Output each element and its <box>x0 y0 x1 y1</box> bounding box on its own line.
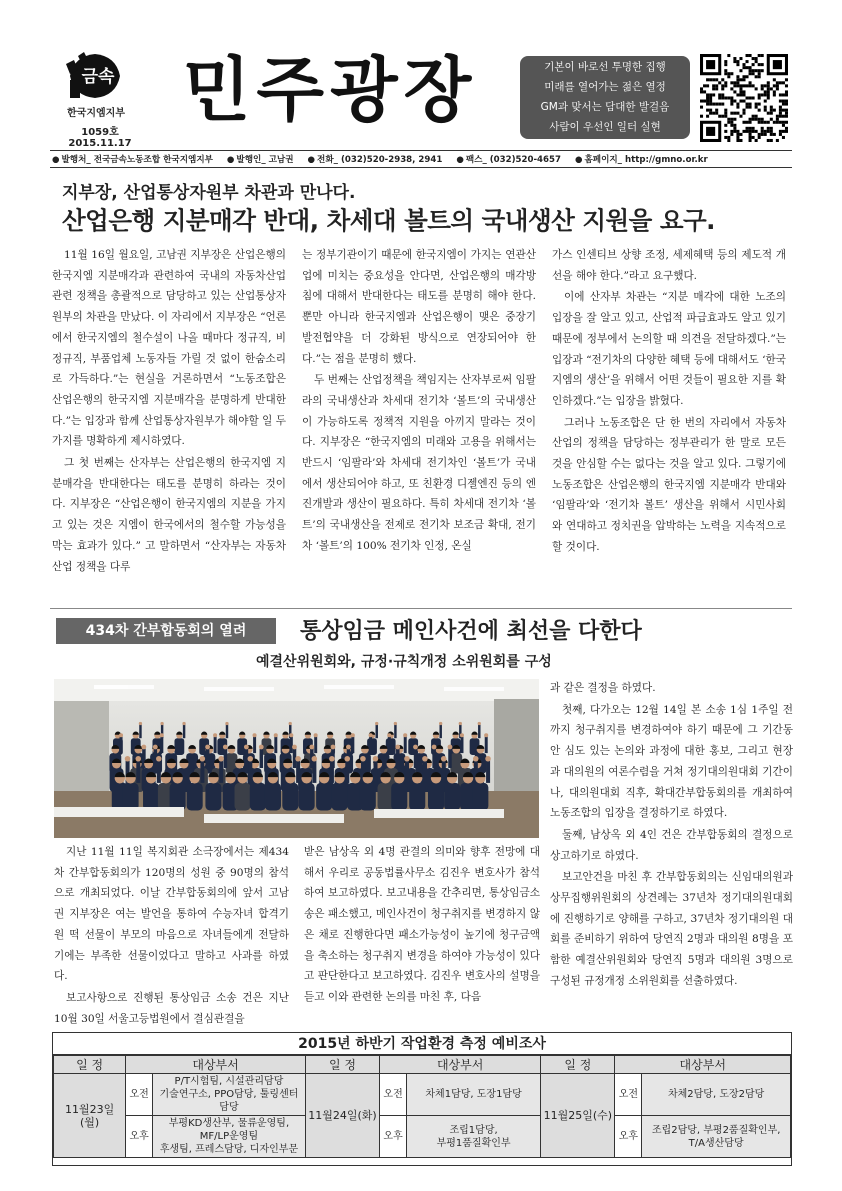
paragraph: 보고사항으로 진행된 통상임금 소송 건은 지난 10월 30일 서울고등법원에서 결심관결을 <box>54 991 289 1025</box>
article2-right-column <box>550 678 793 1034</box>
paragraph: 둘째, 남상옥 외 4인 건은 간부합동회의 결정으로 상고하기로 하였다. <box>550 828 793 862</box>
column-header: 대상부서 <box>126 1056 306 1074</box>
paragraph: 이에 산자부 차관는 “지분 매각에 대한 노조의 입장을 잘 알고 있고, 산업적 파급효과도 알고 있기 때문에 정부에서 논의할 때 의견을 전달하겠다.”는 입장과 “전기차의 다양한 혜택 등에 대해서도 ‘한국지엠의 생산’을 위해서 어떤 것들이 필요한 지를 확인하겠다.”는 입장을 밝혔다. <box>552 291 786 407</box>
homepage-info[interactable]: ● 홈페이지_ http://gmno.or.kr <box>575 153 708 165</box>
table-header-row <box>54 1056 791 1074</box>
logo-text: 금속 <box>81 67 115 87</box>
article2-left-columns <box>54 842 540 1032</box>
article1-column-3 <box>552 245 786 601</box>
article1-headline: 산업은행 지분매각 반대, 차세대 볼트의 국내생산 지원을 요구. <box>62 206 715 235</box>
column-header: 일 정 <box>54 1056 126 1074</box>
newspaper-title: 민주광장 <box>182 48 478 131</box>
time-cell: 오후 <box>380 1116 407 1158</box>
department-cell: 조립1담당, 부평1품질확인부 <box>406 1116 540 1158</box>
survey-title: 2015년 하반기 작업환경 측정 예비조사 <box>53 1033 791 1055</box>
paragraph: 는 정부기관이기 때문에 한국지엠이 가지는 연관산업에 미치는 중요성을 안다면, 산업은행의 매각방침에 대해서 반대한다는 태도를 분명히 해야 한다. 뿐만 아니라 한국지엠과 산업은행이 맺은 중장기 발전협약을 더 강화된 방식으로 연장되어야 한다.”는 점을 분명히 했다. <box>302 249 536 365</box>
column-header: 일 정 <box>541 1056 615 1074</box>
paragraph: 두 번째는 산업정책을 책임지는 산자부로써 임팔라의 국내생산과 차세대 전기차 ‘볼트’의 국내생산이 가능하도록 정책적 지원을 아끼지 말라는 것이다. 지부장은 “한국지엠의 미래와 고용을 위해서는 반드시 ‘임팔라’와 차세대 전기차인 ‘볼트’가 국내에서 생산되어야 하고, 또 친환경 디젤엔진 등의 엔진개발과 생산이 필요하다. 특히 차세대 전기차 ‘볼트’의 국내생산을 전제로 전기차 보조금 확대, 전기차 ‘볼트’의 100% 전기차 인정, 온실 <box>302 374 536 552</box>
article1-column-1 <box>52 245 286 601</box>
date-cell: 11월24일(화) <box>305 1074 379 1158</box>
paragraph: 보고안건을 마친 후 간부합동회의는 신임대의원과 상무집행위원회의 상견례는 37년차 정기대의원대회에 진행하기로 양해를 구하고, 37년차 정기대의원 대회를 준비하기 위하여 당연직 2명과 대의원 8명을 포함한 예결산위원회와 당연직 5명과 대의원 3명으로 구성된 규정개정 소위원회를 선출하였다. <box>550 871 793 987</box>
motto-line: 사람이 우선인 일터 실현 <box>549 121 661 133</box>
column-header: 대상부서 <box>615 1056 791 1074</box>
column-header: 일 정 <box>305 1056 379 1074</box>
paragraph: 그 첫 번째는 산자부는 산업은행의 한국지엠 지분매각을 반대한다는 태도를 분명히 하라는 것이다. 지부장은 “산업은행이 한국지엠의 지분을 가지고 있는 것은 지엠이 한국에서의 철수할 가능성을 막는 효과가 있다.” 고 말하면서 “산자부는 자동차산업 정책을 다루 <box>52 457 286 573</box>
table-row <box>54 1074 791 1116</box>
motto-line: 기본이 바로선 투명한 집행 <box>544 61 666 73</box>
paragraph: 그러나 노동조합은 단 한 번의 자리에서 자동차산업의 정책을 담당하는 정부관리가 한 말로 모든 것을 안심할 수는 없다는 것을 알고 있다. 그렇기에 노동조합은 산업은행의 한국지엠 지분매각 반대와 ‘임팔라’와 ‘전기차 볼트’ 생산을 위해서 시민사회와 연대하고 정치권을 압박하는 노력을 지속적으로 할 것이다. <box>552 416 786 553</box>
union-name: 한국지엠지부 <box>67 108 125 119</box>
paragraph: 과 같은 결정을 하였다. <box>550 682 656 694</box>
paragraph: 가스 인센티브 상향 조정, 세제혜택 등의 제도적 개선을 해야 한다.”라고 요구했다. <box>552 249 786 282</box>
article1-column-2 <box>302 245 536 601</box>
issue-number: 1059호 2015.11.17 <box>68 127 132 149</box>
department-cell: 조립2담당, 부평2품질확인부, T/A생산담당 <box>642 1116 791 1158</box>
motto-box <box>520 56 690 139</box>
time-cell: 오전 <box>615 1074 642 1116</box>
table-row <box>54 1116 791 1158</box>
article1-subtitle: 지부장, 산업통상자원부 차관과 만나다. <box>62 183 356 203</box>
meeting-photo <box>54 679 539 838</box>
phone-info: ● 전화_ (032)520-2938, 2941 <box>308 153 443 165</box>
qr-code-icon[interactable] <box>700 54 788 142</box>
paragraph: 받은 남상옥 외 4명 관결의 의미와 향후 전망에 대해서 우리로 공동법률사무소 김진우 변호사가 참석하여 보고하였다. 보고내용을 간추리면, 통상임금소송은 패소했고, 메인사건이 청구취지를 변경하지 않은 채로 진행한다면 패소가능성이 높기에 청구금액을 축소하는 청구취지 변경을 하여야 가능성이 있다고 판단한다고 보고하였다. 김진우 변호사의 설명을 듣고 이와 관련한 논의를 마친 후, 다음 <box>304 846 540 1003</box>
publisher-person-info: ● 발행인_ 고남권 <box>227 153 294 165</box>
paragraph: 11월 16일 월요일, 고남권 지부장은 산업은행의 한국지엠 지분매각과 관련하여 국내의 자동차산업 관련 정책을 총괄적으로 담당하고 있는 산업통상자원부의 차관을 만났다. 이 자리에서 지부장은 “언론에서 한국지엠의 철수설이 나올 때마다 정규직, 비정규직, 부품업체 노동자들 가릴 것 없이 한숨소리로 가득하다.”는 현실을 거론하면서 “노동조합은 산업은행의 한국지엠 지분매각을 분명하게 반대한다.”는 입장과 함께 산업통상자원부가 해야할 일 두 가지를 명확하게 제시하였다. <box>52 249 286 448</box>
survey-schedule-box <box>52 1032 792 1166</box>
article2-headline: 통상임금 메인사건에 최선을 다한다 <box>300 619 642 644</box>
article2-subtitle: 예결산위원회와, 규정·규칙개정 소위원회를 구성 <box>256 654 552 670</box>
masthead <box>50 48 792 149</box>
article2-column-1 <box>54 842 289 1032</box>
publisher-info: ● 발행처_ 전국금속노동조합 한국지엠지부 <box>52 153 213 165</box>
article2-badge: 434차 간부합동회의 열려 <box>56 618 276 644</box>
department-cell: P/T시험팀, 시설관리담당 기술연구소, PPO담당, 툴링센터담당 <box>153 1074 306 1116</box>
paragraph: 첫째, 다가오는 12월 14일 본 소송 1심 1주일 전까지 청구취지를 변경하여야 하기 때문에 그 기간동안 심도 있는 논의와 과정에 대한 홍보, 그리고 현장과 대의원의 여론수렴을 거쳐 정기대의원대회 기간이나, 대의원대회 직후, 확대간부합동회의를 개최하여 노동조합의 입장을 결정하기로 하였다. <box>550 703 793 820</box>
survey-schedule-table <box>53 1055 791 1158</box>
motto-line: 미래를 열어가는 젊은 열정 <box>544 81 666 93</box>
union-logo-icon <box>64 50 126 102</box>
time-cell: 오후 <box>126 1116 153 1158</box>
time-cell: 오전 <box>126 1074 153 1116</box>
article1-body <box>52 245 792 601</box>
date-cell: 11월25일(수) <box>541 1074 615 1158</box>
article2-column-2 <box>304 842 540 1032</box>
column-header: 대상부서 <box>380 1056 541 1074</box>
department-cell: 차체1담당, 도장1담당 <box>406 1074 540 1116</box>
motto-line: GM과 맞서는 담대한 발걸음 <box>540 101 670 113</box>
department-cell: 차체2담당, 도장2담당 <box>642 1074 791 1116</box>
time-cell: 오전 <box>380 1074 407 1116</box>
date-cell: 11월23일(월) <box>54 1074 126 1158</box>
time-cell: 오후 <box>615 1116 642 1158</box>
section-divider <box>50 608 792 609</box>
publisher-info-bar <box>50 150 792 168</box>
fax-info: ● 팩스_ (032)520-4657 <box>456 153 561 165</box>
department-cell: 부평KD생산부, 물류운영팀, MF/LP운영팀 후생팀, 프레스담당, 디자인부문 <box>153 1116 306 1158</box>
paragraph: 지난 11월 11일 복지회관 소극장에서는 제434차 간부합동회의가 120명의 성원 중 90명의 참석으로 개최되었다. 이날 간부합동회의에 앞서 고남권 지부장은 여는 발언을 통하여 수능자녀 합격기원 떡 선물이 부모의 마음으로 자녀들에게 전달하기에는 부족한 선물이었다고 말하고 사과를 하였다. <box>54 846 289 983</box>
